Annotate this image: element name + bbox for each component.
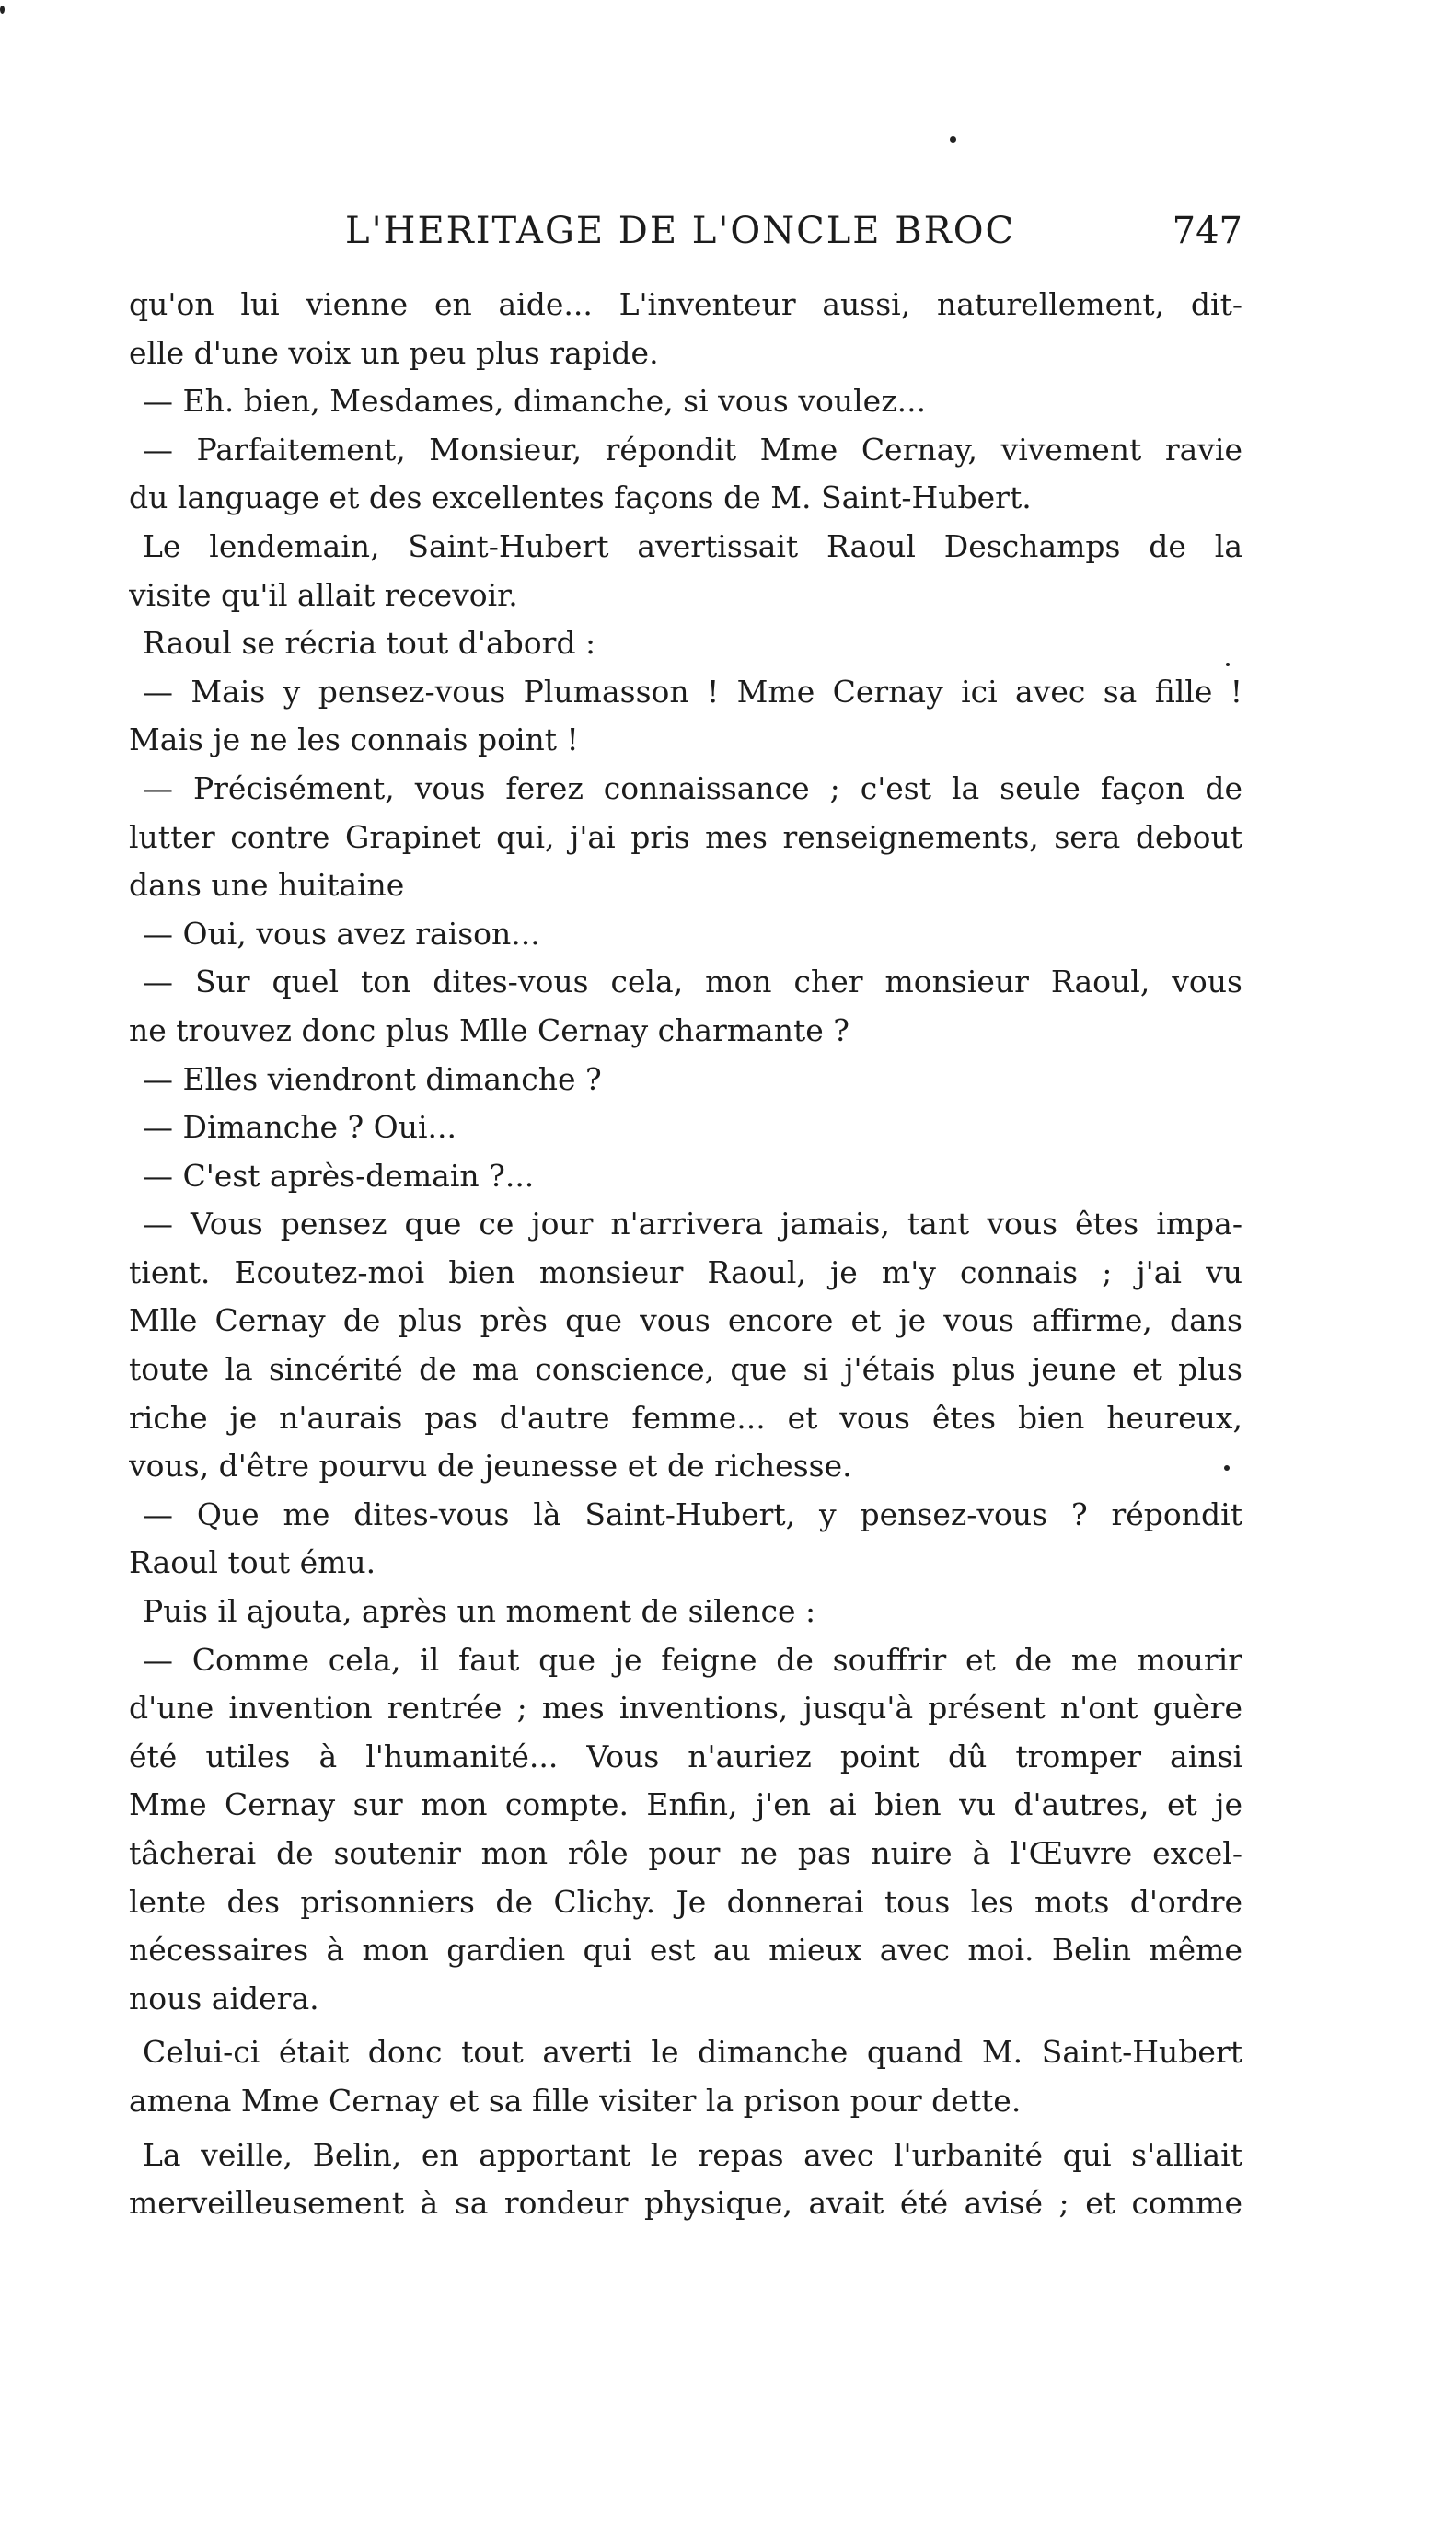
text-line: tient. Ecoutez-moi bien monsieur Raoul, je m'y connais ; j'ai vu	[129, 1254, 1242, 1290]
ink-speck	[950, 136, 956, 143]
body-text	[129, 281, 1242, 2228]
text-line: Raoul se récria tout d'abord :	[143, 625, 596, 662]
text-line: La veille, Belin, en apportant le repas avec l'urbanité qui s'alliait	[143, 2136, 1242, 2173]
text-line: amena Mme Cernay et sa fille visiter la prison pour dette.	[129, 2082, 1022, 2119]
text-line: d'une invention rentrée ; mes inventions, jusqu'à présent n'ont guère	[129, 1690, 1242, 1727]
text-line: Mlle Cernay de plus près que vous encore et je vous affirme, dans	[129, 1302, 1242, 1339]
text-line: vous, d'être pourvu de jeunesse et de richesse.	[129, 1448, 852, 1485]
text-line: visite qu'il allait recevoir.	[129, 576, 518, 613]
text-line: nécessaires à mon gardien qui est au mieux avec moi. Belin même	[129, 1932, 1242, 1969]
page-header	[138, 210, 1242, 265]
text-line: qu'on lui vienne en aide... L'inventeur aussi, naturellement, dit-	[129, 286, 1242, 322]
text-line: — C'est après-demain ?...	[143, 1157, 535, 1194]
text-line: — Que me dites-vous là Saint-Hubert, y pensez-vous ? répondit	[143, 1496, 1242, 1532]
text-line: Le lendemain, Saint-Hubert avertissait Raoul Deschamps de la	[143, 527, 1242, 564]
text-line: dans une huitaine	[129, 867, 405, 904]
text-line: Mais je ne les connais point !	[129, 722, 579, 758]
text-line: nous aidera.	[129, 1980, 319, 2016]
text-line: — Dimanche ? Oui...	[143, 1109, 456, 1146]
text-line: Raoul tout ému.	[129, 1544, 376, 1581]
text-line: Mme Cernay sur mon compte. Enfin, j'en ai bien vu d'autres, et je	[129, 1786, 1242, 1823]
text-line: elle d'une voix un peu plus rapide.	[129, 334, 659, 371]
text-line: lente des prisonniers de Clichy. Je donnerai tous les mots d'ordre	[129, 1883, 1242, 1920]
text-line: tâcherai de soutenir mon rôle pour ne pas nuire à l'Œuvre excel-	[129, 1835, 1242, 1871]
text-line: — Comme cela, il faut que je feigne de souffrir et de me mourir	[143, 1641, 1242, 1678]
text-line: — Vous pensez que ce jour n'arrivera jamais, tant vous êtes impa-	[143, 1206, 1242, 1242]
text-line: merveilleusement à sa rondeur physique, avait été avisé ; et comme	[129, 2185, 1242, 2222]
running-title: L'HERITAGE DE L'ONCLE BROC	[345, 210, 1016, 252]
text-line: été utiles à l'humanité... Vous n'auriez point dû tromper ainsi	[129, 1738, 1242, 1774]
text-line: — Oui, vous avez raison...	[143, 915, 540, 952]
page-number: 747	[1172, 210, 1242, 252]
text-line: — Parfaitement, Monsieur, répondit Mme Cernay, vivement ravie	[143, 431, 1242, 468]
text-line: — Eh. bien, Mesdames, dimanche, si vous voulez...	[143, 383, 927, 420]
text-line: toute la sincérité de ma conscience, que si j'étais plus jeune et plus	[129, 1351, 1242, 1388]
text-line: ne trouvez donc plus Mlle Cernay charmante ?	[129, 1011, 849, 1048]
text-line: du language et des excellentes façons de M. Saint-Hubert.	[129, 480, 1032, 516]
text-line: — Elles viendront dimanche ?	[143, 1060, 602, 1097]
text-line: riche je n'aurais pas d'autre femme... et vous êtes bien heureux,	[129, 1399, 1242, 1436]
text-line: Puis il ajouta, après un moment de silence :	[143, 1593, 816, 1630]
text-line: lutter contre Grapinet qui, j'ai pris mes renseignements, sera debout	[129, 818, 1242, 855]
text-line: Celui-ci était donc tout averti le dimanche quand M. Saint-Hubert	[143, 2034, 1242, 2071]
ink-speck	[0, 6, 5, 14]
text-line: — Précisément, vous ferez connaissance ; c'est la seule façon de	[143, 769, 1242, 806]
text-line: — Mais y pensez-vous Plumasson ! Mme Cernay ici avec sa fille !	[143, 673, 1242, 710]
text-line: — Sur quel ton dites-vous cela, mon cher monsieur Raoul, vous	[143, 964, 1242, 1000]
